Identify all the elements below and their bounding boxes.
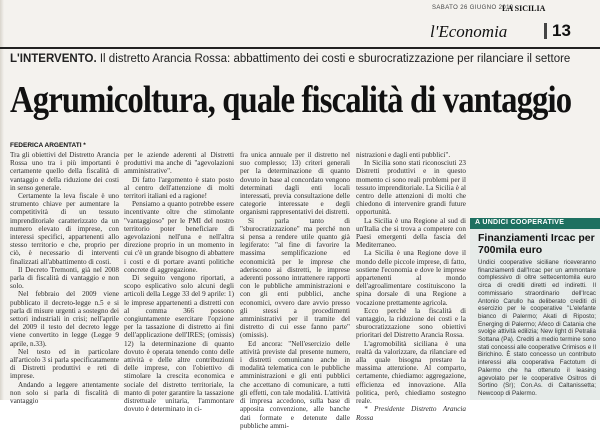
issue-date: SABATO 26 GIUGNO 2010 xyxy=(432,5,514,11)
paragraph: La Sicilia è una Regione al sud di un'Italia che si trova a competere con Paesi emergenti della fascia del Mediterraneo. xyxy=(356,216,466,250)
paragraph: Certamente la leva fiscale è uno strumento chiave per aumentare la competitività di un tessuto imprenditoriale caratterizzato da un numero elevato di imprese, con interessi specifici, appartenenti allo stesso territorio e che, proprio per ciò, è necessario di interventi finalizzati all'abbattimento di costi. xyxy=(10,192,119,266)
section-divider xyxy=(544,23,547,39)
paragraph: Nel febbraio del 2009 viene pubblicato il decreto-legge n.5 e si parla di misure urgenti a sostegno dei settori industriali in crisi; nell'aprile del 2009 il testo del decreto legge viene convertito in legge (Legge 9 aprile, n.33). xyxy=(10,290,119,348)
paragraph: La Sicilia è una Regione dove il mondo delle piccole imprese, di fatto, sostiene l'economia e dove le imprese appartenenti al mondo dell'agroalimentare costituiscono la spina dorsale di una Regione a vocazione prettamente agricola. xyxy=(356,249,466,307)
article-byline: FEDERICA ARGENTATI * xyxy=(10,142,86,149)
paragraph: Nel testo ed in particolare all'articolo 3 si parla specificatamente di Distretti produttivi e reti di imprese. xyxy=(10,347,119,381)
paragraph: fra unica annuale per il distretto nel suo complesso; 13) criteri generali per la determinazione di quanto dovuto in base al concordato vengono determinati dagli enti locali interessati, previa consultazione delle categorie interessate e degli organismi rappresentativi dei distretti. xyxy=(240,151,350,217)
author-signature: * Presidente Distretto Arancia Rossa xyxy=(356,405,466,422)
paragraph: nistrazioni e dagli enti pubblici". xyxy=(356,151,451,159)
page-header xyxy=(0,4,600,16)
paragraph: Tra gli obiettivi del Distretto Arancia Rossa uno tra i più importanti è certamente quello della fiscalità di vantaggio e della riduzione dei costi in senso generale. xyxy=(10,151,119,192)
kicker-text: Il distretto Arancia Rossa: abbattimento dei costi e sburocratizzazione per rilanciare il settore xyxy=(99,53,571,65)
paragraph: Di fatto l'argomento è stato posto al centro dell'attenzione di molti territori italiani ed a ragione! xyxy=(124,175,234,201)
section-header xyxy=(0,18,600,44)
page-number: 13 xyxy=(552,21,571,40)
sidebar-body: Undici cooperative siciliane riceveranno finanziamenti dall'Ircac per un ammontare complessivo di oltre settecentomila euro circa di crediti diretti ed indiretti. Il commissario straordinario dell'Ircac Antonio Carullo ha deliberato crediti di esercizio per le cooperative "L'elefante bianco di Palermo; Akati di Riposto; Energing di Palermo; Afeco di Catania che svolge attività edilizia; New light di Petralia Sottana (Pa). Crediti a medio termine sono stati concessi alle cooperative Crimisos e Il Birichino. È stato concesso un contributo interessi alla cooperativa Factotum di Palermo che ha ottenuto il leasing agevolato per le cooperative Ositros di Sortino (Sr); Con.As. di Caltanissetta; Newcoop di Palermo. xyxy=(478,259,596,397)
paragraph: Di seguito vengono riportati, a scopo esplicativo solo alcuni degli articoli della Legge 33 del 9 aprile: 1) le imprese appartenenti a distretti con al comma 366 possono congiuntamente esercitare l'opzione per la tassazione di distretto ai fini dell'applicazione dell'IRES; (omissis) 12) la determinazione di quanto dovuto è operata tenendo conto delle attività e delle altre contribuzioni delle imprese, con l'obiettivo di stimolare la crescita economica e sociale del distretto territoriale, la manto di poter garantire la tassazione distrettuale unitaria, l'ammontare dovuto è determinato in ci- xyxy=(124,274,234,414)
paragraph: Ed ancora: "Nell'esercizio delle attività previste dal presente numero, i distretti comunicano anche in modalità telematica con le pubbliche amministrazioni e gli enti pubblici che accettano di comunicare, a tutti gli effetti, con tale modalità. L'attività di impresa accedono, sulla base di apposita convenzione, alle banche dati formate e detenute dalle pubbliche ammi- xyxy=(240,339,350,430)
page-fold-shadow xyxy=(0,0,4,400)
paragraph: Pensiamo a quanto potrebbe essere incentivante oltre che stimolante "vantaggioso" per le PMI del nostro territorio poter beneficiare di agevolazioni nell'una e nell'altra direzione proprio in un momento in cui c'è un grande bisogno di abbattere i costi e di portare avanti politiche concrete di aggregazione. xyxy=(124,200,234,274)
paragraph: In Sicilia sono stati riconosciuti 23 Distretti produttivi e in questo momento ci sono reali problemi per il tessuto imprenditoriale. La Sicilia è al centro delle attenzioni di molti che chiedono di intervenire grandi future opportunità. xyxy=(356,159,466,217)
section-name: l'Economia xyxy=(430,22,508,41)
paragraph: Il Decreto Tremonti, già nel 2008 parla di fiscalità di vantaggio e non solo. xyxy=(10,265,119,291)
paragraph: Andando a leggere attentamente non solo si parla di fiscalità di vantaggio xyxy=(10,380,119,406)
article-kicker xyxy=(10,53,600,65)
sidebar-tag: A UNDICI COOPERATIVE xyxy=(475,219,565,226)
sidebar-headline: Finanziamenti Ircac per 700mila euro xyxy=(478,232,595,256)
kicker-label: L'INTERVENTO. xyxy=(10,53,97,65)
paragraph: Si parla tanto di "sburocratizzazione" ma perché non si pensa a rendere utile quanto già legiferato: "al fine di favorire la massima semplificazione ed economicità per le imprese che aderiscono ai distretti, le imprese aderenti possono intrattenere rapporti con le pubbliche amministrazioni e con gli enti pubblici, anche economici, ovvero dare avvio presso gli stessi a procedimenti amministrativi per il tramite del distretto di cui esse fanno parte" (omissis). xyxy=(240,216,350,340)
newspaper-name: LA SICILIA xyxy=(502,4,546,13)
paragraph: per le aziende aderenti al Distretti produttivi ma anche di "agevolazioni amministrative". xyxy=(124,151,234,176)
article-column-1 xyxy=(10,151,119,406)
article-column-3 xyxy=(240,151,350,430)
paragraph: L'agromobilità siciliana è una realtà da valorizzare, da rilanciare ed alla quale bisogna prestare la massima attenzione. Al comparto, certamente, chiediamo: aggregazione, efficienza ed innovazione. Alla politica, però, chiediamo sostegno reale. xyxy=(356,339,466,406)
header-rule xyxy=(0,47,600,49)
article-column-2 xyxy=(124,151,234,414)
article-column-4 xyxy=(356,151,466,422)
article-headline: Agrumicoltura, quale fiscalità di vantaggio xyxy=(10,79,572,121)
paragraph: Ecco perché la fiscalità di vantaggio, la riduzione dei costi e la sburocratizzazione sono obiettivi prioritari del Distretto Arancia Rossa. xyxy=(356,306,466,340)
